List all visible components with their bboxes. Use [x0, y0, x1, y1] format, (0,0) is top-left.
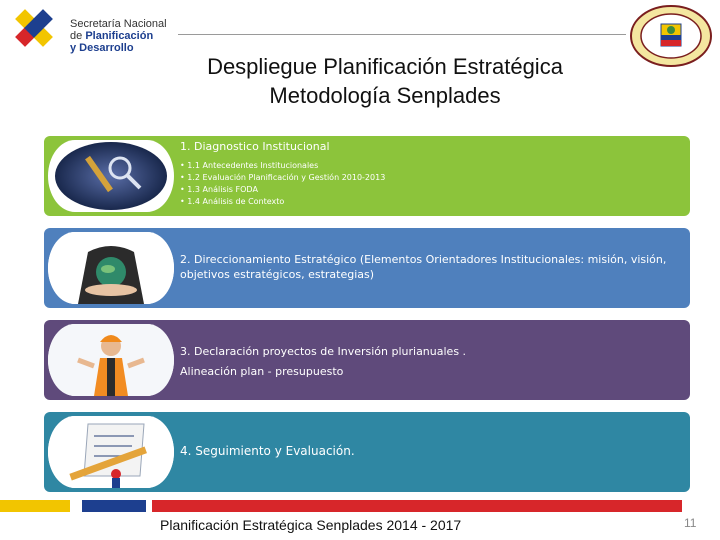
- step-image-engineer: [48, 324, 174, 396]
- step-image-analysis: [48, 140, 174, 212]
- step-image-checklist: [48, 416, 174, 488]
- logo-line-1: Secretaría Nacional: [70, 18, 167, 30]
- senplades-logo-icon: [14, 8, 62, 56]
- page-number: 11: [684, 516, 697, 530]
- logo-wordmark: [70, 18, 167, 54]
- list-item: • 1.4 Análisis de Contexto: [180, 197, 285, 206]
- footer-bar-blue: [82, 500, 146, 512]
- step-subtitle: Alineación plan - presupuesto: [180, 365, 344, 378]
- logo-line-3: y Desarrollo: [70, 42, 134, 54]
- header-divider: [178, 34, 626, 35]
- footer-text: Planificación Estratégica Senplades 2014 - 2017: [160, 517, 462, 533]
- list-item: • 1.2 Evaluación Planificación y Gestión 2010-2013: [180, 173, 386, 182]
- list-item: • 1.3 Análisis FODA: [180, 185, 258, 194]
- step-title: 2. Direccionamiento Estratégico (Elementos Orientadores Institucionales: misión, visión, objetivos estratégicos, estrategias): [180, 253, 667, 281]
- slide-title-line-1: Despliegue Planificación Estratégica: [207, 54, 563, 79]
- footer-bar-red: [152, 500, 682, 512]
- step-row-inversion: [44, 320, 690, 400]
- slide-title: [150, 52, 620, 110]
- step-row-direccionamiento: [44, 228, 690, 308]
- logo-line-2a: de: [70, 30, 83, 42]
- footer-bar-yellow: [0, 500, 70, 512]
- step-title: 1. Diagnostico Institucional: [180, 140, 330, 153]
- step-items-list: [180, 160, 385, 208]
- step-row-seguimiento: [44, 412, 690, 492]
- step-row-diagnostico: [44, 136, 690, 216]
- slide-title-line-2: Metodología Senplades: [269, 83, 501, 108]
- step-title: 4. Seguimiento y Evaluación.: [180, 444, 355, 458]
- step-title: 3. Declaración proyectos de Inversión plurianuales .: [180, 345, 467, 358]
- institution-seal-icon: [628, 4, 714, 68]
- step-title-block: [180, 342, 660, 382]
- senplades-logo: [14, 8, 174, 56]
- logo-line-2b: Planificación: [85, 30, 154, 42]
- list-item: • 1.1 Antecedentes Institucionales: [180, 161, 319, 170]
- step-image-globe: [48, 232, 174, 304]
